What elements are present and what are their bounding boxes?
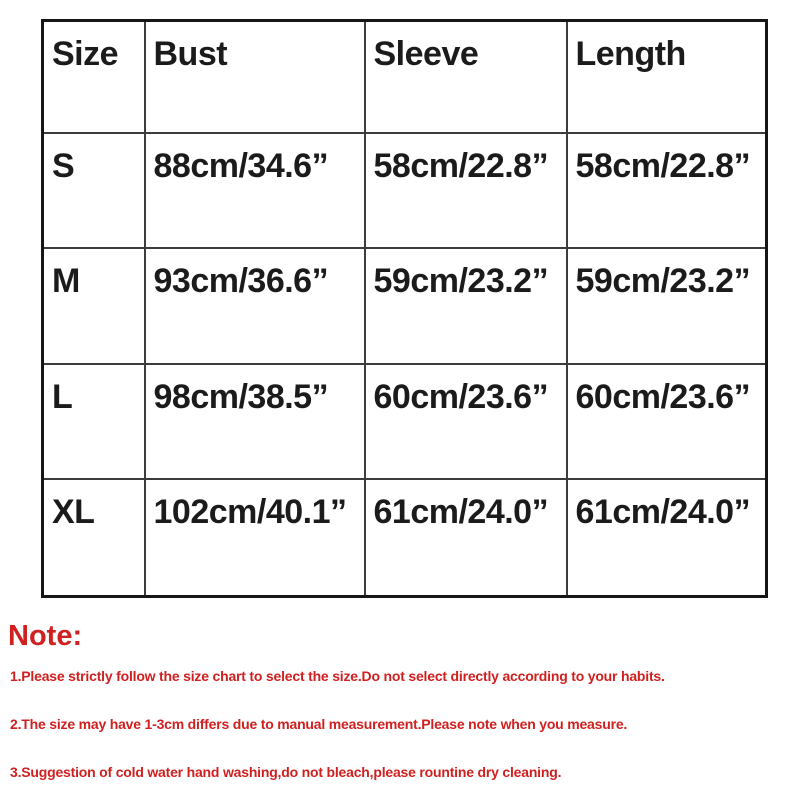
size-label-cell: L — [43, 364, 145, 479]
sleeve-value-cell: 60cm/23.6” — [365, 364, 567, 479]
note-title: Note: — [8, 620, 83, 652]
sleeve-value-cell: 59cm/23.2” — [365, 248, 567, 364]
size-label-cell: XL — [43, 479, 145, 597]
sleeve-value-cell: 58cm/22.8” — [365, 133, 567, 248]
bust-value-cell: 102cm/40.1” — [145, 479, 365, 597]
length-value-cell: 60cm/23.6” — [567, 364, 767, 479]
size-label-cell: M — [43, 248, 145, 364]
column-header-bust: Bust — [145, 21, 365, 133]
bust-value-cell: 88cm/34.6” — [145, 133, 365, 248]
sleeve-value-cell: 61cm/24.0” — [365, 479, 567, 597]
note-item-3: 3.Suggestion of cold water hand washing,do not bleach,please rountine dry cleaning. — [10, 764, 562, 780]
length-value-cell: 59cm/23.2” — [567, 248, 767, 364]
note-item-1: 1.Please strictly follow the size chart to select the size.Do not select directly according to your habits. — [10, 668, 665, 684]
bust-value-cell: 98cm/38.5” — [145, 364, 365, 479]
column-header-sleeve: Sleeve — [365, 21, 567, 133]
size-label-cell: S — [43, 133, 145, 248]
column-header-size: Size — [43, 21, 145, 133]
length-value-cell: 61cm/24.0” — [567, 479, 767, 597]
note-item-2: 2.The size may have 1-3cm differs due to manual measurement.Please note when you measure. — [10, 716, 628, 732]
length-value-cell: 58cm/22.8” — [567, 133, 767, 248]
column-header-length: Length — [567, 21, 767, 133]
bust-value-cell: 93cm/36.6” — [145, 248, 365, 364]
